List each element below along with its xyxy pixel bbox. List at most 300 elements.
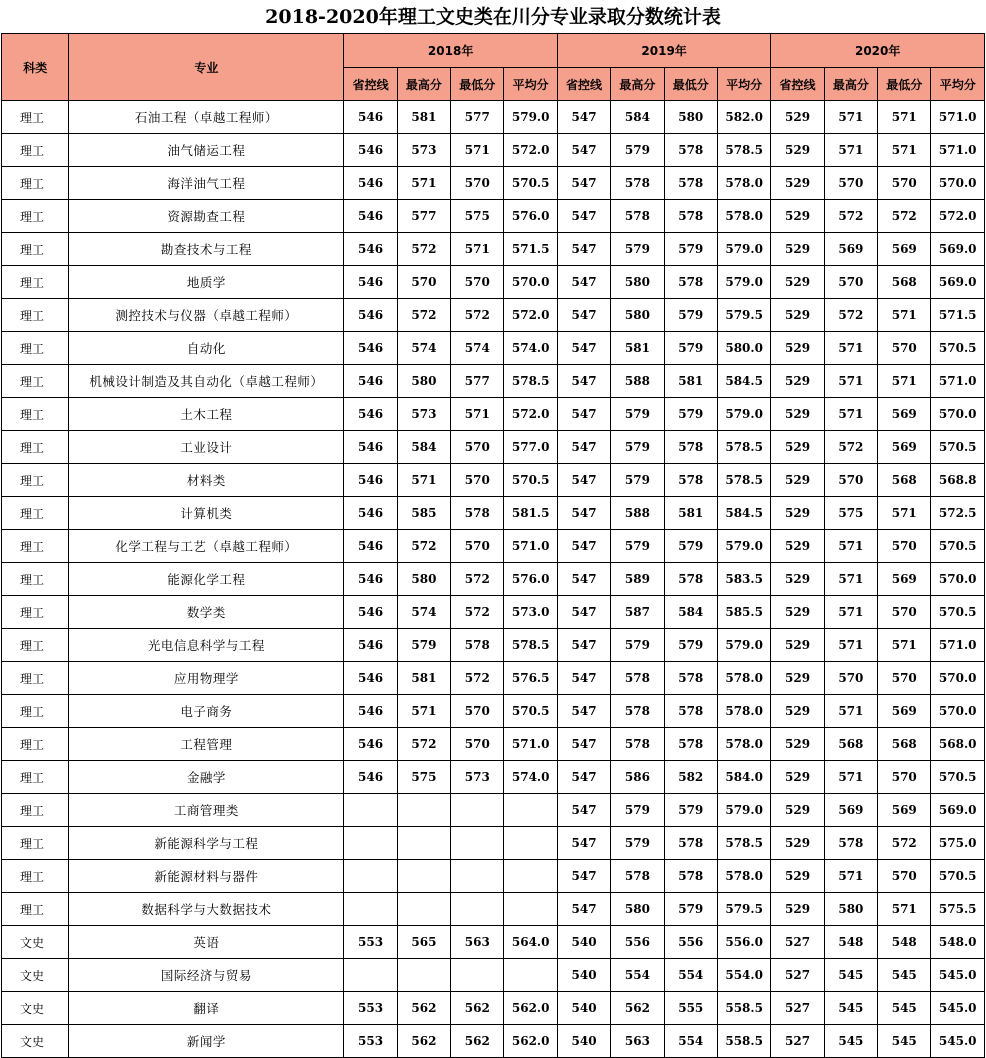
table-row xyxy=(2,365,985,398)
score-cell-avg-score: 579.0 xyxy=(717,398,770,431)
score-cell-avg-score xyxy=(504,794,557,827)
header-year-2019: 2019年 xyxy=(557,34,770,68)
score-cell-control-line: 529 xyxy=(771,134,824,167)
table-row xyxy=(2,926,985,959)
category-cell: 理工 xyxy=(2,167,69,200)
header-min-score: 最低分 xyxy=(878,68,931,101)
score-cell-min-score: 555 xyxy=(664,992,717,1025)
score-cell-avg-score: 571.0 xyxy=(504,728,557,761)
score-cell-min-score: 578 xyxy=(664,167,717,200)
score-cell-control-line: 540 xyxy=(557,992,610,1025)
score-cell-control-line: 547 xyxy=(557,431,610,464)
score-cell-min-score: 578 xyxy=(664,431,717,464)
score-cell-min-score: 570 xyxy=(451,431,504,464)
major-cell: 计算机类 xyxy=(69,497,344,530)
score-cell-control-line: 529 xyxy=(771,563,824,596)
score-cell-control-line: 547 xyxy=(557,563,610,596)
score-cell-avg-score xyxy=(504,893,557,926)
score-cell-control-line: 546 xyxy=(344,761,397,794)
score-cell-control-line: 546 xyxy=(344,200,397,233)
score-cell-min-score: 554 xyxy=(664,1025,717,1058)
score-cell-avg-score: 584.5 xyxy=(717,365,770,398)
category-cell: 理工 xyxy=(2,464,69,497)
score-cell-max-score: 589 xyxy=(611,563,664,596)
score-cell-avg-score: 562.0 xyxy=(504,1025,557,1058)
score-cell-max-score: 578 xyxy=(611,662,664,695)
score-cell-avg-score: 579.0 xyxy=(504,101,557,134)
score-cell-max-score: 575 xyxy=(397,761,450,794)
score-cell-min-score: 575 xyxy=(451,200,504,233)
major-cell: 机械设计制造及其自动化（卓越工程师） xyxy=(69,365,344,398)
score-cell-control-line: 529 xyxy=(771,497,824,530)
score-cell-min-score: 562 xyxy=(451,992,504,1025)
header-max-score: 最高分 xyxy=(397,68,450,101)
score-cell-avg-score: 580.0 xyxy=(717,332,770,365)
score-cell-avg-score: 556.0 xyxy=(717,926,770,959)
score-cell-min-score: 578 xyxy=(664,695,717,728)
score-cell-min-score: 545 xyxy=(878,1025,931,1058)
score-cell-min-score: 582 xyxy=(664,761,717,794)
score-cell-max-score: 572 xyxy=(824,431,877,464)
score-cell-avg-score xyxy=(504,860,557,893)
score-cell-min-score: 570 xyxy=(878,530,931,563)
major-cell: 油气储运工程 xyxy=(69,134,344,167)
score-cell-min-score: 571 xyxy=(451,398,504,431)
score-cell-min-score: 570 xyxy=(878,662,931,695)
table-row xyxy=(2,167,985,200)
score-cell-avg-score: 573.0 xyxy=(504,596,557,629)
score-cell-control-line: 547 xyxy=(557,299,610,332)
score-cell-avg-score: 579.0 xyxy=(717,794,770,827)
major-cell: 地质学 xyxy=(69,266,344,299)
score-cell-control-line: 540 xyxy=(557,959,610,992)
score-cell-max-score xyxy=(397,794,450,827)
score-cell-max-score: 571 xyxy=(824,761,877,794)
score-cell-control-line: 527 xyxy=(771,926,824,959)
score-cell-avg-score: 569.0 xyxy=(931,233,985,266)
category-cell: 文史 xyxy=(2,992,69,1025)
score-cell-control-line: 529 xyxy=(771,860,824,893)
major-cell: 应用物理学 xyxy=(69,662,344,695)
score-cell-min-score: 571 xyxy=(878,299,931,332)
score-cell-avg-score: 578.5 xyxy=(717,431,770,464)
major-cell: 自动化 xyxy=(69,332,344,365)
score-cell-control-line: 546 xyxy=(344,299,397,332)
major-cell: 新闻学 xyxy=(69,1025,344,1058)
category-cell: 理工 xyxy=(2,860,69,893)
category-cell: 理工 xyxy=(2,233,69,266)
table-row xyxy=(2,860,985,893)
score-cell-control-line: 547 xyxy=(557,530,610,563)
score-cell-min-score: 573 xyxy=(451,761,504,794)
score-cell-control-line: 547 xyxy=(557,365,610,398)
score-cell-control-line: 547 xyxy=(557,596,610,629)
score-cell-min-score: 570 xyxy=(451,695,504,728)
score-cell-avg-score: 584.5 xyxy=(717,497,770,530)
score-cell-min-score: 548 xyxy=(878,926,931,959)
score-cell-max-score: 570 xyxy=(824,266,877,299)
major-cell: 工业设计 xyxy=(69,431,344,464)
score-cell-avg-score: 570.5 xyxy=(504,167,557,200)
score-cell-max-score: 572 xyxy=(397,233,450,266)
score-cell-avg-score: 574.0 xyxy=(504,761,557,794)
score-cell-control-line: 546 xyxy=(344,629,397,662)
major-cell: 工程管理 xyxy=(69,728,344,761)
category-cell: 理工 xyxy=(2,761,69,794)
score-cell-max-score: 569 xyxy=(824,233,877,266)
score-cell-control-line: 546 xyxy=(344,365,397,398)
major-cell: 资源勘查工程 xyxy=(69,200,344,233)
score-cell-min-score: 581 xyxy=(664,497,717,530)
score-cell-control-line: 527 xyxy=(771,959,824,992)
score-cell-control-line: 547 xyxy=(557,101,610,134)
score-cell-max-score: 571 xyxy=(824,134,877,167)
score-cell-control-line: 529 xyxy=(771,365,824,398)
score-cell-max-score: 580 xyxy=(611,266,664,299)
score-cell-avg-score: 570.5 xyxy=(931,860,985,893)
score-cell-avg-score: 558.5 xyxy=(717,992,770,1025)
header-category: 科类 xyxy=(2,34,69,101)
score-cell-control-line xyxy=(344,827,397,860)
score-cell-min-score: 572 xyxy=(451,662,504,695)
score-cell-min-score: 571 xyxy=(878,101,931,134)
score-cell-control-line: 529 xyxy=(771,167,824,200)
table-row xyxy=(2,530,985,563)
major-cell: 国际经济与贸易 xyxy=(69,959,344,992)
major-cell: 土木工程 xyxy=(69,398,344,431)
score-cell-avg-score: 570.0 xyxy=(931,167,985,200)
major-cell: 数据科学与大数据技术 xyxy=(69,893,344,926)
score-cell-min-score xyxy=(451,860,504,893)
score-cell-min-score: 572 xyxy=(451,596,504,629)
score-cell-min-score: 571 xyxy=(451,134,504,167)
score-cell-control-line: 547 xyxy=(557,794,610,827)
score-cell-control-line: 527 xyxy=(771,1025,824,1058)
admission-score-table xyxy=(1,33,985,1058)
score-cell-avg-score: 579.5 xyxy=(717,299,770,332)
score-cell-max-score: 579 xyxy=(611,464,664,497)
score-cell-min-score: 568 xyxy=(878,728,931,761)
score-cell-max-score: 545 xyxy=(824,992,877,1025)
score-cell-max-score xyxy=(397,860,450,893)
score-cell-avg-score: 579.0 xyxy=(717,530,770,563)
score-cell-max-score xyxy=(397,893,450,926)
category-cell: 理工 xyxy=(2,134,69,167)
header-min-score: 最低分 xyxy=(664,68,717,101)
header-max-score: 最高分 xyxy=(824,68,877,101)
category-cell: 理工 xyxy=(2,596,69,629)
score-cell-min-score: 571 xyxy=(878,497,931,530)
score-cell-control-line: 553 xyxy=(344,992,397,1025)
score-cell-min-score: 584 xyxy=(664,596,717,629)
score-cell-max-score: 548 xyxy=(824,926,877,959)
score-cell-avg-score: 575.5 xyxy=(931,893,985,926)
score-cell-min-score: 579 xyxy=(664,332,717,365)
score-cell-avg-score: 576.5 xyxy=(504,662,557,695)
header-avg-score: 平均分 xyxy=(504,68,557,101)
score-cell-avg-score: 578.0 xyxy=(717,167,770,200)
score-cell-control-line: 527 xyxy=(771,992,824,1025)
score-cell-control-line: 546 xyxy=(344,497,397,530)
score-cell-avg-score: 578.5 xyxy=(717,827,770,860)
score-cell-avg-score: 572.0 xyxy=(504,398,557,431)
score-cell-avg-score: 570.5 xyxy=(504,695,557,728)
score-cell-min-score: 578 xyxy=(664,266,717,299)
score-cell-max-score: 554 xyxy=(611,959,664,992)
table-row xyxy=(2,728,985,761)
score-cell-min-score xyxy=(451,959,504,992)
score-cell-control-line: 529 xyxy=(771,629,824,662)
score-cell-avg-score: 570.5 xyxy=(931,332,985,365)
score-cell-max-score: 571 xyxy=(824,860,877,893)
score-cell-avg-score: 569.0 xyxy=(931,794,985,827)
score-cell-min-score: 579 xyxy=(664,893,717,926)
category-cell: 理工 xyxy=(2,365,69,398)
score-cell-avg-score: 571.0 xyxy=(931,629,985,662)
score-cell-control-line: 529 xyxy=(771,101,824,134)
table-row xyxy=(2,299,985,332)
score-cell-min-score: 570 xyxy=(878,761,931,794)
major-cell: 英语 xyxy=(69,926,344,959)
score-cell-control-line: 529 xyxy=(771,827,824,860)
score-cell-control-line: 546 xyxy=(344,530,397,563)
score-cell-min-score: 572 xyxy=(451,563,504,596)
score-cell-max-score: 579 xyxy=(611,530,664,563)
score-cell-avg-score: 569.0 xyxy=(931,266,985,299)
score-cell-min-score: 569 xyxy=(878,695,931,728)
score-cell-avg-score: 578.0 xyxy=(717,860,770,893)
score-cell-control-line: 546 xyxy=(344,728,397,761)
category-cell: 理工 xyxy=(2,431,69,464)
score-cell-control-line: 529 xyxy=(771,695,824,728)
score-cell-avg-score: 570.5 xyxy=(931,596,985,629)
score-cell-control-line: 529 xyxy=(771,398,824,431)
score-cell-control-line: 547 xyxy=(557,761,610,794)
table-row xyxy=(2,794,985,827)
category-cell: 理工 xyxy=(2,827,69,860)
score-cell-avg-score: 570.5 xyxy=(931,431,985,464)
score-cell-min-score: 571 xyxy=(878,365,931,398)
score-cell-max-score: 579 xyxy=(611,431,664,464)
score-cell-max-score: 584 xyxy=(397,431,450,464)
score-cell-avg-score: 564.0 xyxy=(504,926,557,959)
score-cell-control-line: 546 xyxy=(344,266,397,299)
major-cell: 新能源科学与工程 xyxy=(69,827,344,860)
score-cell-min-score: 571 xyxy=(878,629,931,662)
score-cell-avg-score: 581.5 xyxy=(504,497,557,530)
score-cell-min-score: 570 xyxy=(451,167,504,200)
score-cell-avg-score: 545.0 xyxy=(931,992,985,1025)
header-avg-score: 平均分 xyxy=(931,68,985,101)
score-cell-min-score: 569 xyxy=(878,563,931,596)
score-cell-control-line: 547 xyxy=(557,629,610,662)
score-cell-control-line: 529 xyxy=(771,728,824,761)
score-cell-control-line: 547 xyxy=(557,860,610,893)
score-cell-max-score: 579 xyxy=(611,134,664,167)
score-cell-control-line: 547 xyxy=(557,332,610,365)
score-cell-min-score: 579 xyxy=(664,299,717,332)
score-cell-avg-score: 574.0 xyxy=(504,332,557,365)
score-cell-min-score: 569 xyxy=(878,794,931,827)
table-row xyxy=(2,1025,985,1058)
score-cell-max-score: 581 xyxy=(397,101,450,134)
table-row xyxy=(2,992,985,1025)
score-cell-min-score: 578 xyxy=(451,629,504,662)
score-cell-max-score: 562 xyxy=(397,992,450,1025)
score-cell-min-score: 568 xyxy=(878,266,931,299)
major-cell: 石油工程（卓越工程师） xyxy=(69,101,344,134)
table-row xyxy=(2,959,985,992)
score-cell-min-score: 572 xyxy=(878,200,931,233)
category-cell: 理工 xyxy=(2,398,69,431)
score-cell-max-score: 578 xyxy=(611,167,664,200)
score-cell-max-score: 572 xyxy=(397,728,450,761)
major-cell: 能源化学工程 xyxy=(69,563,344,596)
score-cell-min-score: 570 xyxy=(451,728,504,761)
score-cell-min-score: 578 xyxy=(451,497,504,530)
score-cell-max-score: 579 xyxy=(611,629,664,662)
score-cell-control-line: 547 xyxy=(557,200,610,233)
score-cell-control-line: 546 xyxy=(344,464,397,497)
major-cell: 金融学 xyxy=(69,761,344,794)
score-cell-avg-score: 571.0 xyxy=(931,365,985,398)
score-cell-min-score xyxy=(451,794,504,827)
score-cell-avg-score: 572.0 xyxy=(504,134,557,167)
score-cell-max-score: 584 xyxy=(611,101,664,134)
score-cell-max-score: 571 xyxy=(824,695,877,728)
table-row xyxy=(2,332,985,365)
score-cell-min-score: 545 xyxy=(878,959,931,992)
score-cell-min-score: 545 xyxy=(878,992,931,1025)
score-cell-max-score: 556 xyxy=(611,926,664,959)
score-cell-control-line: 529 xyxy=(771,266,824,299)
header-avg-score: 平均分 xyxy=(717,68,770,101)
category-cell: 理工 xyxy=(2,563,69,596)
score-cell-max-score: 571 xyxy=(824,365,877,398)
category-cell: 理工 xyxy=(2,794,69,827)
major-cell: 化学工程与工艺（卓越工程师） xyxy=(69,530,344,563)
score-cell-control-line: 529 xyxy=(771,761,824,794)
score-cell-avg-score: 568.0 xyxy=(931,728,985,761)
score-cell-avg-score: 576.0 xyxy=(504,563,557,596)
score-cell-max-score: 568 xyxy=(824,728,877,761)
score-cell-min-score: 570 xyxy=(451,530,504,563)
score-cell-min-score: 578 xyxy=(664,827,717,860)
score-cell-avg-score: 571.0 xyxy=(931,134,985,167)
score-cell-min-score: 570 xyxy=(451,464,504,497)
score-cell-max-score: 578 xyxy=(611,695,664,728)
score-cell-min-score: 578 xyxy=(664,728,717,761)
score-cell-max-score xyxy=(397,959,450,992)
score-cell-control-line: 529 xyxy=(771,464,824,497)
score-cell-max-score: 571 xyxy=(397,167,450,200)
score-cell-min-score: 569 xyxy=(878,431,931,464)
score-cell-max-score: 565 xyxy=(397,926,450,959)
category-cell: 理工 xyxy=(2,728,69,761)
score-cell-max-score xyxy=(397,827,450,860)
score-cell-avg-score: 572.0 xyxy=(504,299,557,332)
score-cell-max-score: 571 xyxy=(824,101,877,134)
score-cell-max-score: 572 xyxy=(397,299,450,332)
score-cell-max-score: 572 xyxy=(824,200,877,233)
score-cell-min-score: 568 xyxy=(878,464,931,497)
score-cell-max-score: 580 xyxy=(397,563,450,596)
score-cell-max-score: 579 xyxy=(611,398,664,431)
score-cell-max-score: 571 xyxy=(824,596,877,629)
score-cell-min-score: 579 xyxy=(664,398,717,431)
score-cell-max-score: 579 xyxy=(611,794,664,827)
score-cell-avg-score: 578.0 xyxy=(717,200,770,233)
table-row xyxy=(2,266,985,299)
score-cell-control-line: 547 xyxy=(557,893,610,926)
score-cell-control-line: 529 xyxy=(771,794,824,827)
score-cell-min-score: 578 xyxy=(664,662,717,695)
score-cell-avg-score: 558.5 xyxy=(717,1025,770,1058)
score-cell-avg-score: 571.0 xyxy=(504,530,557,563)
score-cell-control-line: 546 xyxy=(344,233,397,266)
score-cell-min-score: 579 xyxy=(664,233,717,266)
score-cell-avg-score: 545.0 xyxy=(931,959,985,992)
score-cell-max-score: 570 xyxy=(824,464,877,497)
category-cell: 理工 xyxy=(2,101,69,134)
score-cell-max-score: 545 xyxy=(824,959,877,992)
category-cell: 文史 xyxy=(2,926,69,959)
header-major: 专业 xyxy=(69,34,344,101)
category-cell: 理工 xyxy=(2,497,69,530)
score-cell-max-score: 581 xyxy=(611,332,664,365)
score-cell-min-score: 563 xyxy=(451,926,504,959)
score-cell-min-score: 554 xyxy=(664,959,717,992)
score-cell-min-score: 577 xyxy=(451,101,504,134)
score-cell-min-score: 571 xyxy=(878,893,931,926)
score-cell-min-score: 570 xyxy=(878,167,931,200)
category-cell: 理工 xyxy=(2,695,69,728)
table-row xyxy=(2,596,985,629)
score-cell-avg-score: 554.0 xyxy=(717,959,770,992)
score-cell-min-score: 579 xyxy=(664,794,717,827)
score-cell-avg-score: 570.5 xyxy=(504,464,557,497)
score-cell-min-score: 570 xyxy=(878,596,931,629)
score-cell-max-score: 588 xyxy=(611,365,664,398)
score-cell-max-score: 580 xyxy=(824,893,877,926)
score-cell-min-score: 571 xyxy=(878,134,931,167)
category-cell: 文史 xyxy=(2,959,69,992)
score-cell-control-line: 546 xyxy=(344,134,397,167)
table-row xyxy=(2,497,985,530)
score-cell-max-score: 562 xyxy=(397,1025,450,1058)
score-cell-control-line xyxy=(344,860,397,893)
score-cell-min-score: 569 xyxy=(878,233,931,266)
score-cell-avg-score: 579.0 xyxy=(717,233,770,266)
score-cell-avg-score: 578.5 xyxy=(717,134,770,167)
score-cell-avg-score: 578.0 xyxy=(717,695,770,728)
table-row xyxy=(2,464,985,497)
major-cell: 测控技术与仪器（卓越工程师） xyxy=(69,299,344,332)
score-cell-avg-score: 570.0 xyxy=(931,662,985,695)
score-cell-control-line: 546 xyxy=(344,563,397,596)
score-cell-max-score: 579 xyxy=(611,827,664,860)
score-cell-max-score: 570 xyxy=(397,266,450,299)
score-cell-max-score: 579 xyxy=(397,629,450,662)
score-cell-control-line xyxy=(344,794,397,827)
table-row xyxy=(2,893,985,926)
header-control-line: 省控线 xyxy=(771,68,824,101)
score-cell-avg-score: 571.0 xyxy=(931,101,985,134)
score-cell-control-line: 547 xyxy=(557,695,610,728)
score-cell-min-score: 577 xyxy=(451,365,504,398)
score-cell-control-line: 547 xyxy=(557,827,610,860)
score-cell-max-score: 578 xyxy=(611,728,664,761)
